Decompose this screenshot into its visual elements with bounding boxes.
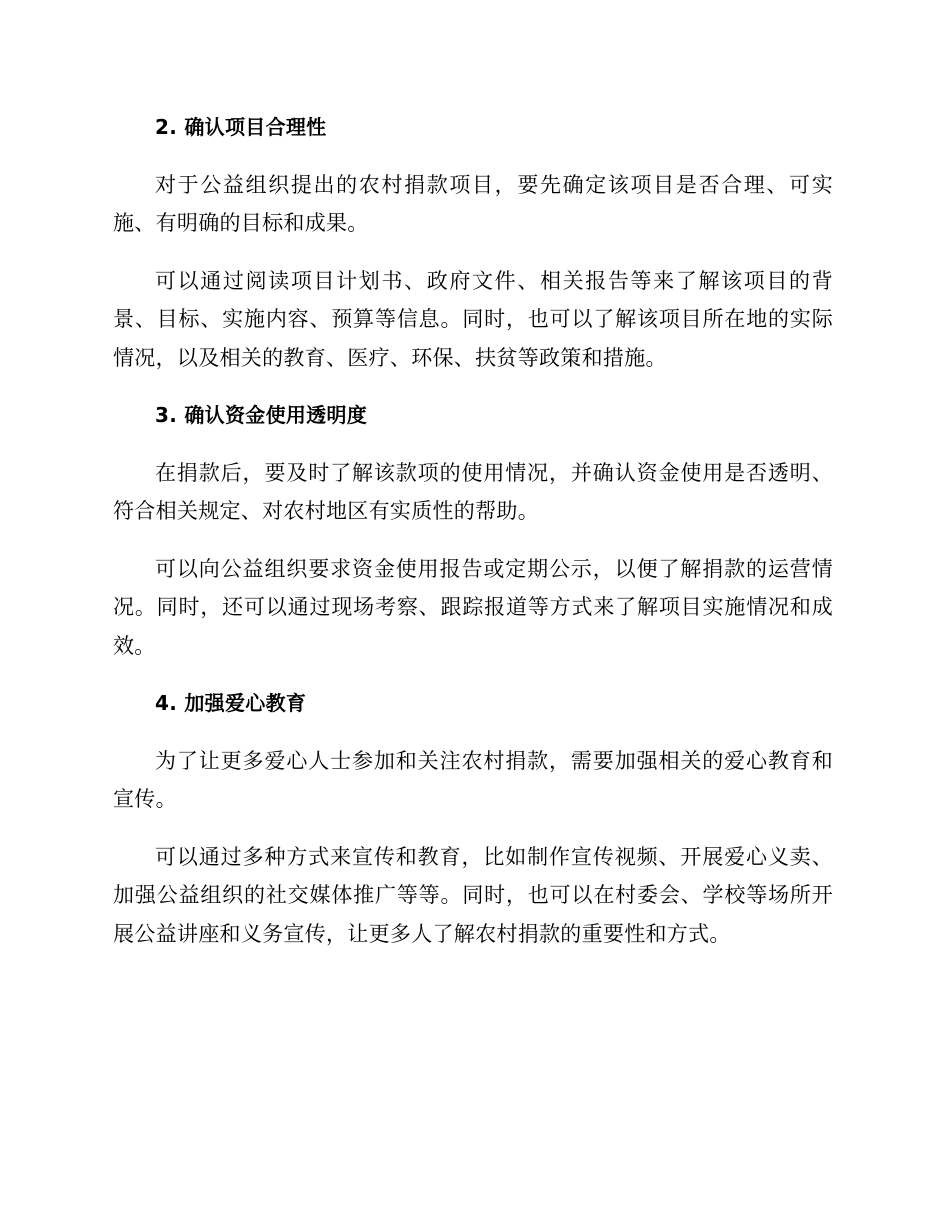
paragraph: 对于公益组织提出的农村捐款项目，要先确定该项目是否合理、可实施、有明确的目标和成果。 (113, 172, 833, 235)
section-heading: 2. 确认项目合理性 (155, 115, 327, 139)
section-fund-transparency (113, 396, 833, 665)
section-charity-education (113, 684, 833, 953)
section-project-rationality (113, 108, 833, 377)
paragraph: 为了让更多爱心人士参加和关注农村捐款，需要加强相关的爱心教育和宣传。 (113, 748, 833, 811)
document-body (113, 108, 833, 972)
paragraph: 可以通过阅读项目计划书、政府文件、相关报告等来了解该项目的背景、目标、实施内容、预算等信息。同时，也可以了解该项目所在地的实际情况，以及相关的教育、医疗、环保、扶贫等政策和措施。 (113, 268, 833, 370)
section-heading: 3. 确认资金使用透明度 (155, 403, 368, 427)
section-heading: 4. 加强爱心教育 (155, 691, 307, 715)
paragraph: 可以向公益组织要求资金使用报告或定期公示，以便了解捐款的运营情况。同时，还可以通过现场考察、跟踪报道等方式来了解项目实施情况和成效。 (113, 556, 833, 658)
paragraph: 可以通过多种方式来宣传和教育，比如制作宣传视频、开展爱心义卖、加强公益组织的社交媒体推广等等。同时，也可以在村委会、学校等场所开展公益讲座和义务宣传，让更多人了解农村捐款的重要性和方式。 (113, 844, 833, 946)
paragraph: 在捐款后，要及时了解该款项的使用情况，并确认资金使用是否透明、符合相关规定、对农村地区有实质性的帮助。 (113, 460, 833, 523)
